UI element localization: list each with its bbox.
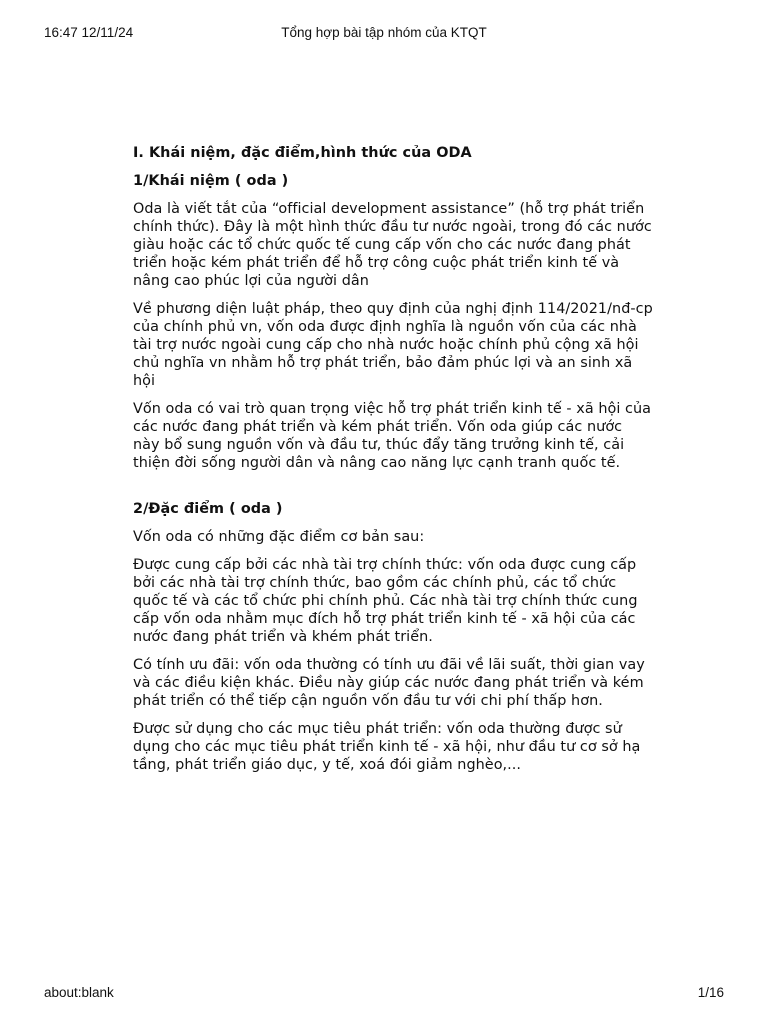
paragraph: Được cung cấp bởi các nhà tài trợ chính thức: vốn oda được cung cấp bởi các nhà tài trợ chính thức, bao gồm các chính phủ, các tổ chức quốc tế và các tổ chức phi chính phủ. Các nhà tài trợ chính thức cung cấp vốn oda nhằm mục đích hỗ trợ phát triển kinh tế - xã hội của các nước đang phát triển và khém phát triển. bbox=[133, 557, 638, 645]
paragraph: Vốn oda có những đặc điểm cơ bản sau: bbox=[133, 529, 425, 545]
paragraph: Oda là viết tắt của “official development assistance” (hỗ trợ phát triển chính thức). Đây là một hình thức đầu tư nước ngoài, trong đó các nước giàu hoặc các tổ chức quốc tế cung cấp vốn cho các nước đang phát triển hoặc kém phát triển để hỗ trợ công cuộc phát triển kinh tế và nâng cao phúc lợi của người dân bbox=[133, 201, 652, 289]
print-datetime: 16:47 12/11/24 bbox=[44, 25, 134, 40]
page-number: 1/16 bbox=[697, 985, 724, 1000]
subsection-heading-definition: 1/Khái niệm ( oda ) bbox=[133, 173, 289, 189]
paragraph: Có tính ưu đãi: vốn oda thường có tính ưu đãi về lãi suất, thời gian vay và các điều kiện khác. Điều này giúp các nước đang phát triển và kém phát triển có thể tiếp cận nguồn vốn đầu tư với chi phí thấp hơn. bbox=[133, 657, 645, 709]
paragraph: Vốn oda có vai trò quan trọng việc hỗ trợ phát triển kinh tế - xã hội của các nước đang phát triển và kém phát triển. Vốn oda giúp các nước này bổ sung nguồn vốn và đầu tư, thúc đẩy tăng trưởng kinh tế, cải thiện đời sống người dân và nâng cao năng lực cạnh tranh quốc tế. bbox=[133, 401, 652, 471]
print-page-title: Tổng hợp bài tập nhóm của KTQT bbox=[281, 25, 487, 40]
paragraph: Được sử dụng cho các mục tiêu phát triển: vốn oda thường được sử dụng cho các mục tiêu phát triển kinh tế - xã hội, như đầu tư cơ sở hạ tầng, phát triển giáo dục, y tế, xoá đói giảm nghèo,... bbox=[133, 721, 641, 773]
spacer bbox=[133, 482, 653, 500]
document-body bbox=[133, 144, 653, 784]
section-heading: I. Khái niệm, đặc điểm,hình thức của ODA bbox=[133, 145, 472, 161]
print-url: about:blank bbox=[44, 985, 114, 1000]
paragraph: Về phương diện luật pháp, theo quy định của nghị định 114/2021/nđ-cp của chính phủ vn, vốn oda được định nghĩa là nguồn vốn của các nhà tài trợ nước ngoài cung cấp cho nhà nước hoặc chính phủ cộng xã hội chủ nghĩa vn nhằm hỗ trợ phát triển, bảo đảm phúc lợi và an sinh xã hội bbox=[133, 301, 653, 389]
subsection-heading-characteristics: 2/Đặc điểm ( oda ) bbox=[133, 501, 283, 517]
